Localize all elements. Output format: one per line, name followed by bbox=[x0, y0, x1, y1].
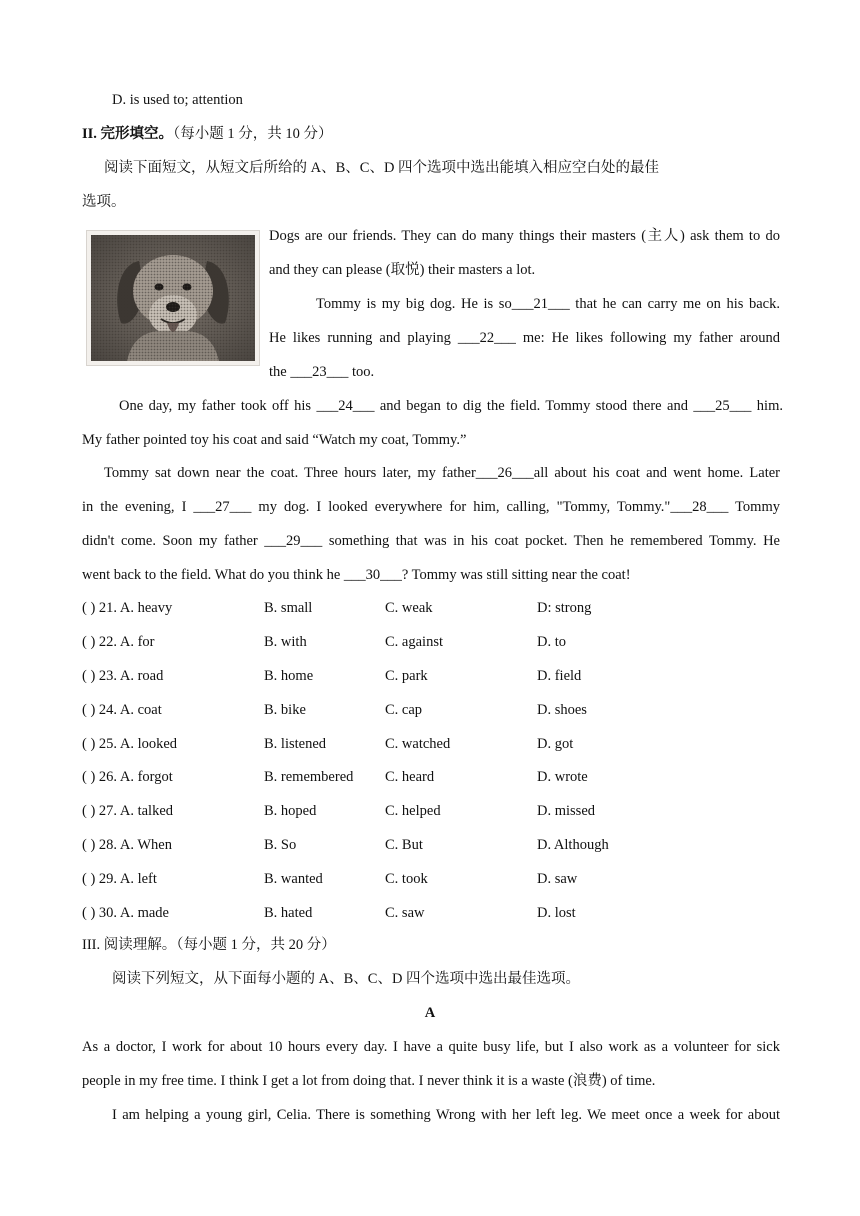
option-b[interactable]: B. listened bbox=[264, 736, 327, 752]
section3-instruction: 阅读下列短文，从下面每小题的 A、B、C、D 四个选项中选出最佳选项。 bbox=[112, 971, 581, 987]
option-d[interactable]: D. to bbox=[537, 634, 566, 650]
option-b[interactable]: B. wanted bbox=[264, 871, 323, 887]
passage-p3-line1: One day, my father took off his ___24___ and began to dig the field. Tommy stood there and ___25___ him. bbox=[119, 398, 783, 414]
option-c[interactable]: C. cap bbox=[385, 702, 423, 718]
question-stem-option-a[interactable]: ( ) 22. A. for bbox=[82, 634, 155, 650]
passage-a-p1-line2: people in my free time. I think I get a lot from doing that. I never think it is a waste (浪费) of time. bbox=[82, 1073, 656, 1089]
passage-p4-line4: went back to the field. What do you think he ___30___? Tommy was still sitting near the coat! bbox=[82, 567, 631, 583]
passage-p4-line1: Tommy sat down near the coat. Three hours later, my father___26___all about his coat and went home. Later bbox=[104, 465, 780, 481]
option-b[interactable]: B. home bbox=[264, 668, 314, 684]
section2-score: （每小题 1 分，共 10 分） bbox=[173, 126, 333, 142]
section2-title: 完形填空。 bbox=[100, 126, 174, 142]
option-b[interactable]: B. So bbox=[264, 837, 297, 853]
option-c[interactable]: C. But bbox=[385, 837, 423, 853]
option-b[interactable]: B. hoped bbox=[264, 803, 317, 819]
option-c[interactable]: C. weak bbox=[385, 600, 433, 616]
option-c[interactable]: C. heard bbox=[385, 769, 435, 785]
option-c[interactable]: C. against bbox=[385, 634, 443, 650]
option-b[interactable]: B. remembered bbox=[264, 769, 354, 785]
question-stem-option-a[interactable]: ( ) 30. A. made bbox=[82, 905, 169, 921]
section2-instruction-line2: 选项。 bbox=[82, 194, 126, 210]
option-d[interactable]: D. lost bbox=[537, 905, 576, 921]
passage-p2-line1: Tommy is my big dog. He is so___21___ that he can carry me on his back. bbox=[316, 296, 780, 312]
passage-p3-line2: My father pointed toy his coat and said “Watch my coat, Tommy.” bbox=[82, 432, 467, 448]
passage-p1-line1: Dogs are our friends. They can do many things their masters (主人) ask them to do bbox=[269, 228, 780, 244]
option-b[interactable]: B. hated bbox=[264, 905, 313, 921]
question-stem-option-a[interactable]: ( ) 27. A. talked bbox=[82, 803, 174, 819]
option-d[interactable]: D. saw bbox=[537, 871, 578, 887]
option-d[interactable]: D. shoes bbox=[537, 702, 587, 718]
question-stem-option-a[interactable]: ( ) 23. A. road bbox=[82, 668, 164, 684]
option-b[interactable]: B. bike bbox=[264, 702, 306, 718]
option-d[interactable]: D. wrote bbox=[537, 769, 588, 785]
option-c[interactable]: C. watched bbox=[385, 736, 451, 752]
section2-number: II. bbox=[82, 126, 97, 142]
question-stem-option-a[interactable]: ( ) 26. A. forgot bbox=[82, 769, 173, 785]
option-d[interactable]: D: strong bbox=[537, 600, 592, 616]
option-c[interactable]: C. helped bbox=[385, 803, 441, 819]
option-b[interactable]: B. with bbox=[264, 634, 307, 650]
passage-a-label: A bbox=[424, 1005, 436, 1021]
option-d[interactable]: D. missed bbox=[537, 803, 595, 819]
option-d[interactable]: D. Although bbox=[537, 837, 609, 853]
dog-photo bbox=[86, 230, 260, 366]
option-d[interactable]: D. got bbox=[537, 736, 574, 752]
passage-a-p2-line1: I am helping a young girl, Celia. There is something Wrong with her left leg. We meet once a week for about bbox=[112, 1107, 780, 1123]
question-stem-option-a[interactable]: ( ) 25. A. looked bbox=[82, 736, 178, 752]
passage-p2-line3: the ___23___ too. bbox=[269, 364, 375, 380]
option-c[interactable]: C. took bbox=[385, 871, 428, 887]
option-c[interactable]: C. saw bbox=[385, 905, 425, 921]
question-stem-option-a[interactable]: ( ) 29. A. left bbox=[82, 871, 157, 887]
previous-option: D. is used to; attention bbox=[112, 92, 243, 108]
question-stem-option-a[interactable]: ( ) 21. A. heavy bbox=[82, 600, 173, 616]
passage-a-p1-line1: As a doctor, I work for about 10 hours every day. I have a quite busy life, but I also work as a volunteer for sick bbox=[82, 1039, 780, 1055]
section2-instruction-line1: 阅读下面短文，从短文后所给的 A、B、C、D 四个选项中选出能填入相应空白处的最佳 bbox=[104, 160, 660, 176]
passage-p4-line2: in the evening, I ___27___ my dog. I looked everywhere for him, calling, "Tommy, Tommy."___28___ Tommy bbox=[82, 499, 780, 515]
option-b[interactable]: B. small bbox=[264, 600, 313, 616]
option-d[interactable]: D. field bbox=[537, 668, 582, 684]
section3-heading: III. 阅读理解。（每小题 1 分，共 20 分） bbox=[82, 937, 336, 953]
question-stem-option-a[interactable]: ( ) 24. A. coat bbox=[82, 702, 162, 718]
passage-p1-line2: and they can please (取悦) their masters a lot. bbox=[269, 262, 536, 278]
passage-p2-line2: He likes running and playing ___22___ me: He likes following my father around bbox=[269, 330, 780, 346]
dog-photo-icon bbox=[87, 231, 259, 365]
option-c[interactable]: C. park bbox=[385, 668, 428, 684]
question-stem-option-a[interactable]: ( ) 28. A. When bbox=[82, 837, 172, 853]
section2-heading bbox=[82, 124, 333, 144]
passage-p4-line3: didn't come. Soon my father ___29___ something that was in his coat pocket. Then he remembered Tommy. He bbox=[82, 533, 780, 549]
